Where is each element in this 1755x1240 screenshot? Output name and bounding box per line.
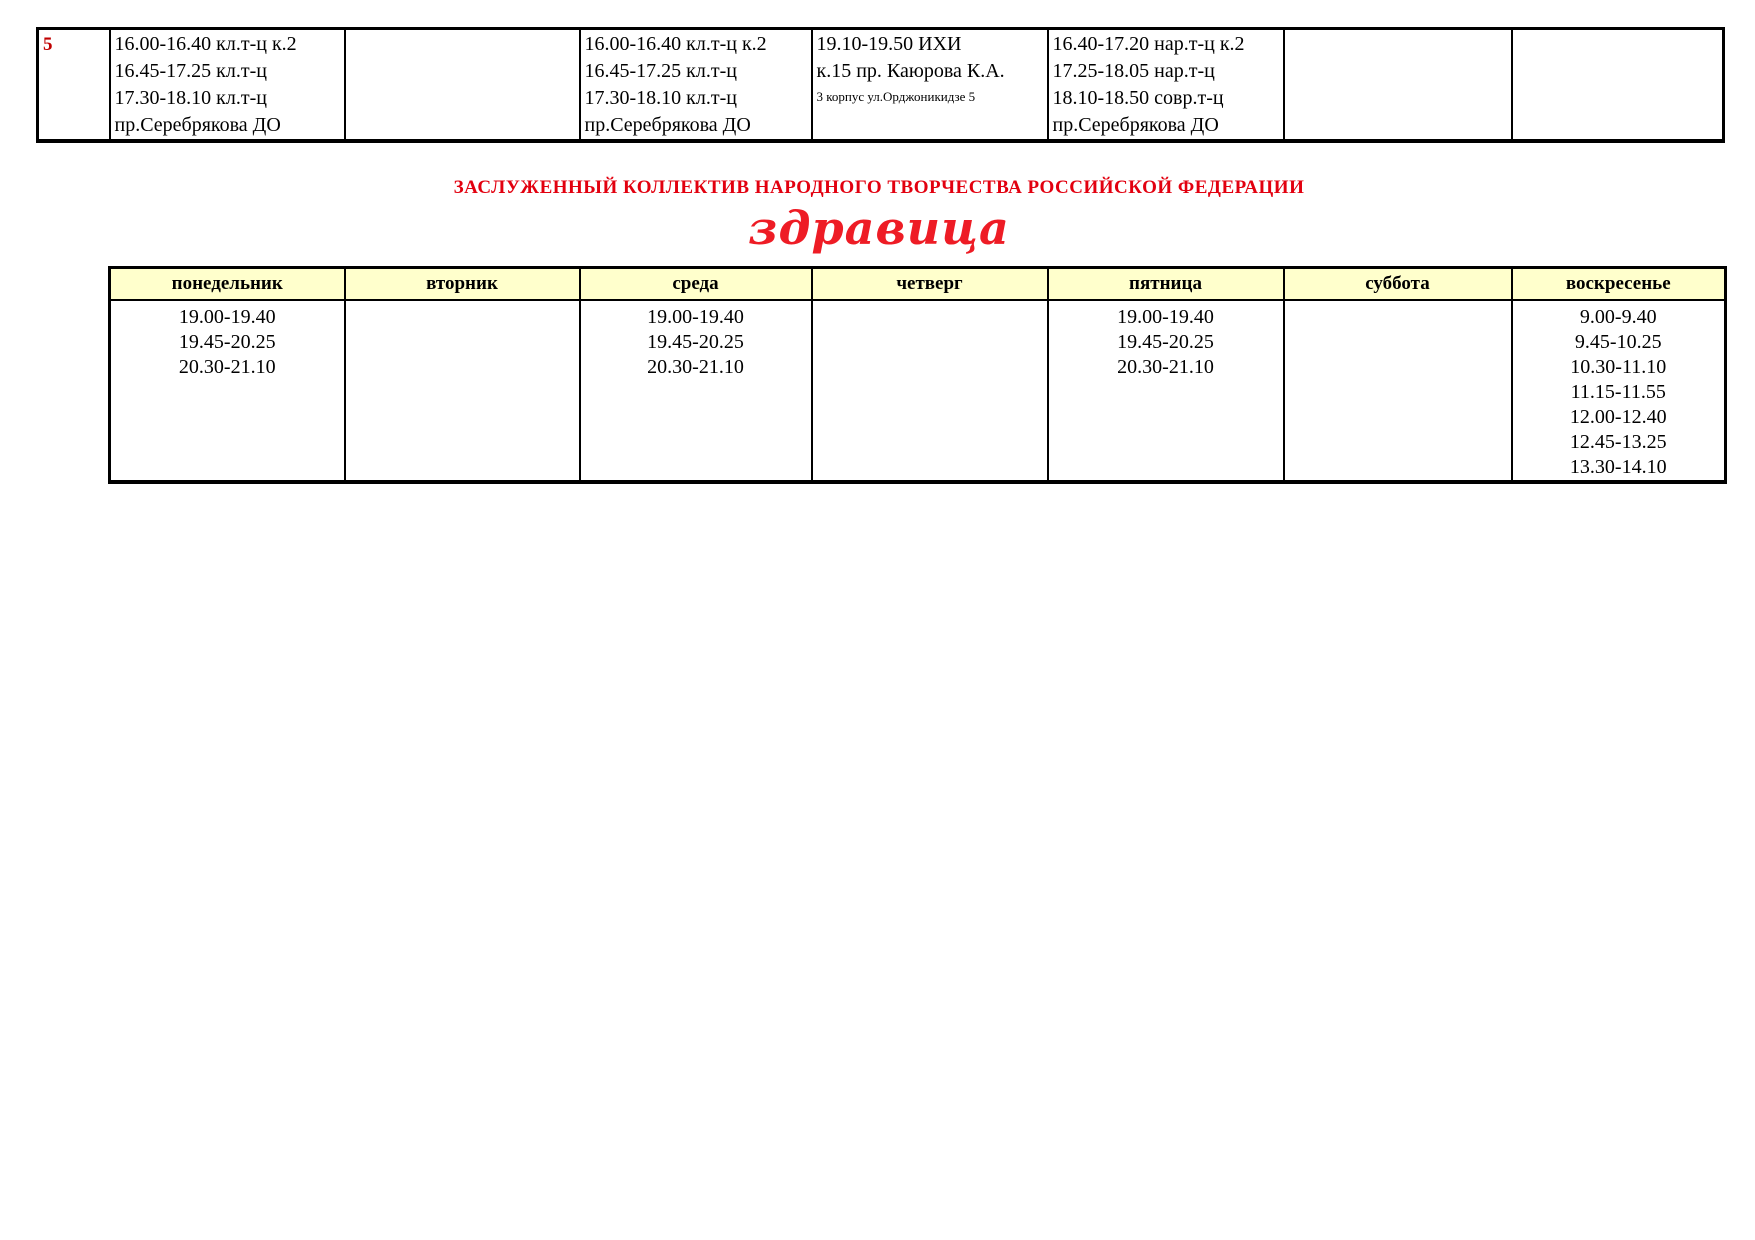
times-friday-cell [1048, 300, 1284, 482]
schedule-line: 16.45-17.25 кл.т-ц [584, 60, 737, 82]
header-sunday: воскресенье [1512, 268, 1726, 301]
row5-saturday-cell [1284, 29, 1512, 142]
page-title: ЗАСЛУЖЕННЫЙ КОЛЛЕКТИВ НАРОДНОГО ТВОРЧЕСТВА РОССИЙСКОЙ ФЕДЕРАЦИИ [453, 177, 1305, 198]
schedule-line: 17.30-18.10 кл.т-ц [584, 87, 737, 109]
time-slot: 19.00-19.40 [1117, 306, 1214, 328]
header-monday: понедельник [110, 268, 345, 301]
row5-thursday-cell [812, 29, 1048, 142]
schedule-line-small: 3 корпус ул.Орджоникидзе 5 [816, 89, 976, 104]
header-saturday: суббота [1284, 268, 1512, 301]
row5-wednesday-cell [580, 29, 812, 142]
times-saturday-cell [1284, 300, 1512, 482]
schedule-line: пр.Серебрякова ДО [114, 114, 281, 136]
header-tuesday: вторник [345, 268, 580, 301]
header-friday: пятница [1048, 268, 1284, 301]
row5-sunday-cell [1512, 29, 1724, 142]
week-header-row [110, 268, 1726, 301]
schedule-line: 17.30-18.10 кл.т-ц [114, 87, 267, 109]
header-thursday: четверг [812, 268, 1048, 301]
ensemble-name: здравица [748, 201, 1010, 255]
time-slot: 19.45-20.25 [647, 331, 744, 353]
time-slot: 12.00-12.40 [1569, 406, 1667, 428]
times-tuesday-cell [345, 300, 580, 482]
time-slot: 19.45-20.25 [178, 331, 276, 353]
row5-friday-cell [1048, 29, 1284, 142]
time-slot: 13.30-14.10 [1569, 456, 1667, 478]
time-slot: 9.00-9.40 [1579, 306, 1657, 328]
times-thursday-cell [812, 300, 1048, 482]
schedule-line: 16.40-17.20 нар.т-ц к.2 [1052, 33, 1245, 55]
schedule-line: 16.00-16.40 кл.т-ц к.2 [584, 33, 767, 55]
time-slot: 19.00-19.40 [647, 306, 744, 328]
times-wednesday-cell [580, 300, 812, 482]
row5-monday-cell [110, 29, 345, 142]
title-block [36, 176, 1722, 254]
time-slot: 10.30-11.10 [1570, 356, 1667, 378]
time-slot: 20.30-21.10 [1117, 356, 1214, 378]
time-slot: 19.45-20.25 [1117, 331, 1214, 353]
times-sunday-cell [1512, 300, 1726, 482]
schedule-row-5 [38, 29, 1724, 142]
schedule-line: 17.25-18.05 нар.т-ц [1052, 60, 1215, 82]
row-number-cell [38, 29, 110, 142]
time-slot: 12.45-13.25 [1569, 431, 1667, 453]
week-times-row [110, 300, 1726, 482]
schedule-row5-table [36, 27, 1725, 143]
schedule-line: 16.45-17.25 кл.т-ц [114, 60, 267, 82]
schedule-line: пр.Серебрякова ДО [584, 114, 751, 136]
time-slot: 19.00-19.40 [178, 306, 276, 328]
time-slot: 11.15-11.55 [1570, 381, 1666, 403]
time-slot: 20.30-21.10 [178, 356, 276, 378]
schedule-line: 19.10-19.50 ИХИ [816, 33, 962, 55]
row-number: 5 [43, 34, 53, 55]
schedule-line: к.15 пр. Каюрова К.А. [816, 60, 1005, 82]
time-slot: 20.30-21.10 [647, 356, 744, 378]
row5-tuesday-cell [345, 29, 580, 142]
schedule-line: 18.10-18.50 совр.т-ц [1052, 87, 1224, 109]
times-monday-cell [110, 300, 345, 482]
header-wednesday: среда [580, 268, 812, 301]
week-schedule-table [108, 266, 1727, 484]
time-slot: 9.45-10.25 [1574, 331, 1662, 353]
schedule-line: пр.Серебрякова ДО [1052, 114, 1219, 136]
schedule-line: 16.00-16.40 кл.т-ц к.2 [114, 33, 297, 55]
